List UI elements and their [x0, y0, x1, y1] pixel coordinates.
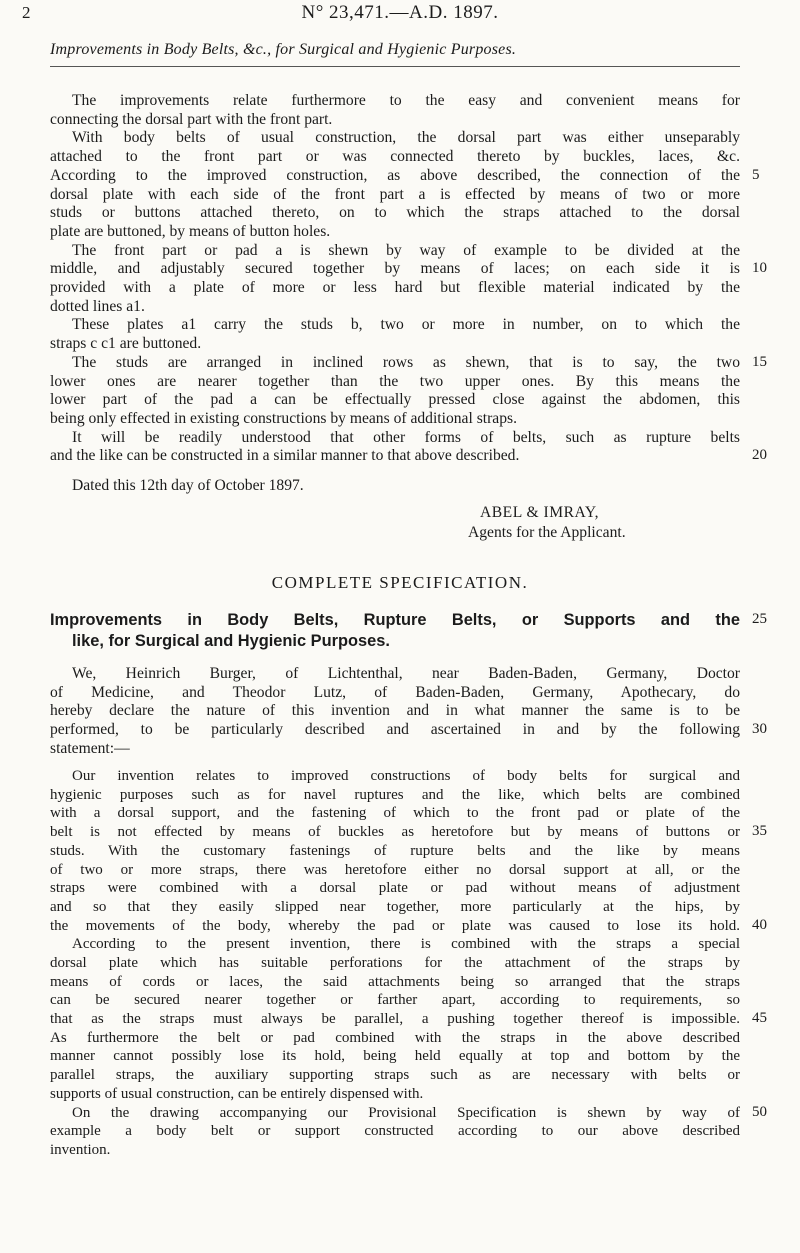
patent-number: N° 23,471.—A.D. 1897. [301, 2, 499, 23]
text-line: lower ones are nearer together than the two upper ones. By this means the [50, 372, 740, 390]
text-line: parallel straps, the auxiliary supporting straps such as are necessary with belts or [50, 1067, 740, 1084]
text-line: dotted lines a1. [50, 297, 145, 315]
text-line: According to the improved construction, as above described, the connection of the [50, 166, 740, 184]
text-line: On the drawing accompanying our Provisional Specification is shewn by way of [72, 1104, 740, 1121]
text-line: plate are buttoned, by means of button holes. [50, 222, 331, 240]
text-line: connecting the dorsal part with the front part. [50, 110, 333, 128]
line-number: 35 [752, 823, 767, 840]
complete-specification-heading: COMPLETE SPECIFICATION. [271, 573, 529, 592]
text-line: middle, and adjustably secured together by means of laces; on each side it is [50, 260, 740, 278]
text-line: studs. With the customary fastenings of rupture belts and the like by means [50, 842, 740, 859]
page-number: 2 [22, 3, 31, 22]
text-line: the movements of the body, whereby the pad or plate was caused to lose its hold. [50, 917, 740, 934]
text-line: The studs are arranged in inclined rows as shewn, that is to say, the two [72, 353, 740, 371]
text-line: According to the present invention, there is combined with the straps a special [72, 936, 740, 953]
text-line: provided with a plate of more or less hard but flexible material indicated by the [50, 279, 740, 296]
line-number: 30 [752, 721, 767, 738]
text-line: It will be readily understood that other forms of belts, such as rupture belts [72, 428, 740, 446]
text-line: supports of usual construction, can be entirely dispensed with. [50, 1085, 424, 1102]
text-line: manner cannot possibly lose its hold, being held equally at top and bottom by the [50, 1048, 740, 1065]
text-line: can be secured nearer together or farther apart, according to requirements, so [50, 992, 740, 1009]
text-line: of two or more straps, there was heretofore either no dorsal support at all, or the [50, 861, 740, 878]
text-line: example a body belt or support constructed according to our above described [50, 1123, 740, 1140]
text-line: dorsal plate with each side of the front part a is effected by means of two or more [50, 185, 740, 203]
text-line: hereby declare the nature of this invention and in what manner the same is to be [50, 702, 740, 720]
text-line: With body belts of usual construction, the dorsal part was either unseparably [72, 129, 740, 147]
line-number: 10 [752, 260, 767, 277]
line-number: 15 [752, 353, 767, 370]
text-line: dorsal plate which has suitable perforations for the attachment of the straps by [50, 954, 740, 971]
agents-role: Agents for the Applicant. [468, 524, 626, 541]
text-line: being only effected in existing constructions by means of additional straps. [50, 409, 517, 427]
text-line: performed, to be particularly described and ascertained in and by the following [50, 721, 740, 739]
text-line: hygienic purposes such as for navel ruptures and the like, which belts are combined [50, 786, 740, 803]
text-line: studs or buttons attached thereto, on to which the straps attached to the dorsal [50, 204, 740, 222]
text-line: that as the straps must always be parallel, a pushing together thereof is impossible. [50, 1011, 740, 1028]
text-line: statement:— [50, 739, 130, 757]
text-line: lower part of the pad a can be effectually pressed close against the abdomen, this [50, 391, 740, 409]
text-line: The front part or pad a is shewn by way of example to be divided at the [72, 241, 740, 259]
line-number: 50 [752, 1103, 767, 1120]
text-line: These plates a1 carry the studs b, two or more in number, on to which the [72, 316, 740, 334]
text-line: and so that they easily slipped near together, more particularly at the hips, by [50, 898, 740, 915]
text-line: The improvements relate furthermore to the easy and convenient means for [72, 92, 740, 109]
running-title: Improvements in Body Belts, &c., for Surgical and Hygienic Purposes. [50, 41, 517, 58]
text-line: means of cords or laces, the said attachments being so arranged that the straps [50, 973, 740, 990]
line-number: 20 [752, 447, 767, 464]
text-line: attached to the front part or was connected thereto by buckles, laces, &c. [50, 148, 740, 166]
text-line: and the like can be constructed in a similar manner to that above described. [50, 447, 520, 465]
text-line: We, Heinrich Burger, of Lichtenthal, near Baden-Baden, Germany, Doctor [72, 665, 740, 682]
text-line: straps c c1 are buttoned. [50, 335, 202, 353]
dated-line: Dated this 12th day of October 1897. [72, 477, 304, 494]
line-number: 5 [752, 166, 760, 183]
text-line: belt is not effected by means of buckles as heretofore but by means of buttons or [50, 824, 740, 841]
text-line: As furthermore the belt or pad combined with the straps in the above described [50, 1029, 740, 1046]
text-line: straps were combined with a dorsal plate or pad without means of adjustment [50, 880, 740, 897]
text-line: of Medicine, and Theodor Lutz, of Baden-Baden, Germany, Apothecary, do [50, 683, 740, 701]
text-line: invention. [50, 1141, 111, 1158]
line-number: 45 [752, 1010, 767, 1027]
line-number: 25 [752, 611, 767, 627]
spec-title-line-1: Improvements in Body Belts, Rupture Belts, or Supports and the [50, 611, 740, 629]
text-line: Our invention relates to improved constructions of body belts for surgical and [72, 768, 740, 784]
header-rule [50, 66, 740, 67]
line-number: 40 [752, 916, 767, 933]
agents-name: ABEL & IMRAY, [480, 504, 599, 521]
spec-title-line-2: like, for Surgical and Hygienic Purposes. [72, 632, 390, 650]
text-line: with a dorsal support, and the fastening of which to the front pad or plate of the [50, 805, 740, 822]
